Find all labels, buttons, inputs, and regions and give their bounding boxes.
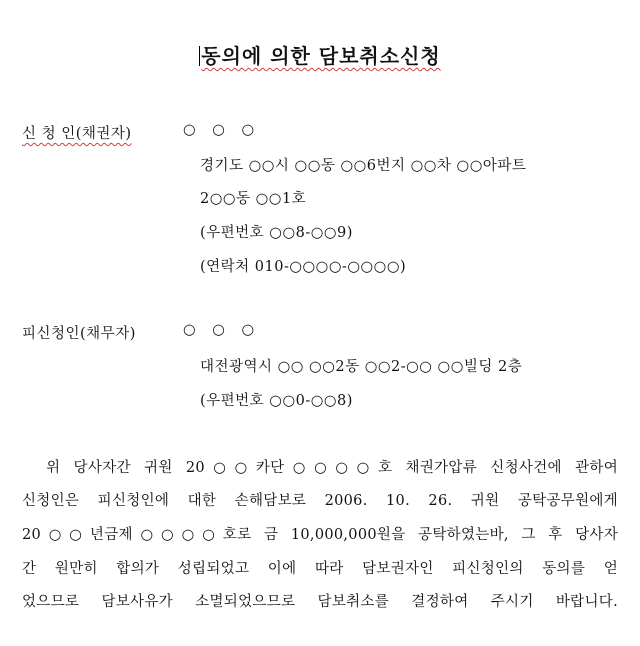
body-line-2: 신청인은 피신청인에 대한 손해담보로 2006. 10. 26. 귀원 공탁공무원에게: [22, 493, 618, 509]
body-line-5: 었으므로 담보사유가 소멸되었으므로 담보취소를 결정하여 주시기 바랍니다.: [22, 594, 618, 610]
document-title-row: [0, 40, 640, 69]
body-line-3: 20○○년금제○○○○호로 금 10,000,000원을 공탁하였는바, 그 후 당사자: [22, 527, 618, 543]
applicant-name: ○ ○ ○: [183, 122, 261, 138]
document-title: 동의에 의한 담보취소신청: [201, 44, 441, 68]
respondent-postal-code: (우편번호 ○○0-○○8): [200, 393, 353, 409]
applicant-label: 신 청 인(채권자): [22, 126, 132, 142]
respondent-address-line1: 대전광역시 ○○ ○○2동 ○○2-○○ ○○빌딩 2층: [200, 359, 523, 375]
applicant-address-line2: 2○○동 ○○1호: [200, 191, 307, 207]
applicant-contact: (연락처 010-○○○○-○○○○): [200, 259, 407, 275]
respondent-name: ○ ○ ○: [183, 322, 261, 338]
body-line-1: 위 당사자간 귀원 20○○카단○○○○호 채권가압류 신청사건에 관하여: [46, 460, 618, 476]
applicant-address-line1: 경기도 ○○시 ○○동 ○○6번지 ○○차 ○○아파트: [200, 158, 527, 174]
applicant-postal-code: (우편번호 ○○8-○○9): [200, 225, 353, 241]
body-line-4: 간 원만히 합의가 성립되었고 이에 따라 담보권자인 피신청인의 동의를 얻: [22, 561, 618, 577]
respondent-label: 피신청인(채무자): [22, 326, 136, 342]
